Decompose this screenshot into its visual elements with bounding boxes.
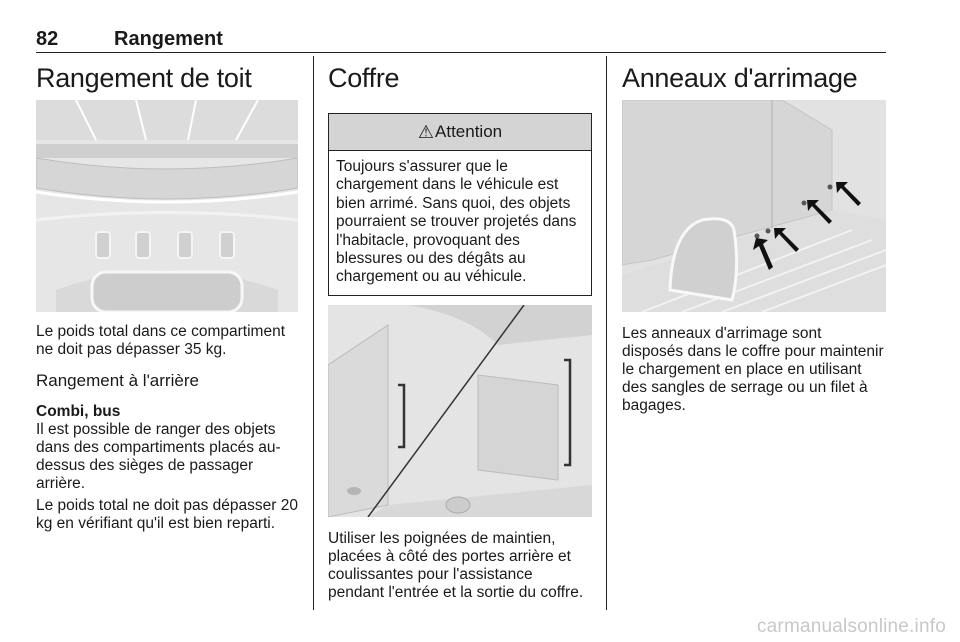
roof-weight-text: Le poids total dans ce compartiment ne doit pas dépasser 35 kg. [36,323,285,358]
warning-text: Toujours s'assurer que le chargement dans le véhicule est bien arrimé. Sans quoi, des objets pourraient se trouver projetés dans l'habitacle, provoquant des blessures ou des dégâts au chargement ou au véhicule. [336,158,577,286]
column-cargo [328,56,592,602]
warning-box [328,113,592,296]
column-divider [313,56,314,610]
warning-title: Attention [435,122,503,141]
heading-lashing-eyes: Anneaux d'arrimage [622,63,858,93]
cargo-handles-illustration [328,305,592,517]
lashing-eyes-text: Les anneaux d'arrimage sont disposés dans le coffre pour maintenir le chargement en place en utilisant des sangles de serrage ou un filet à bagages. [622,325,884,414]
page-number: 82 [36,28,59,50]
column-roof-storage [36,56,298,533]
heading-cargo: Coffre [328,63,400,93]
watermark: carmanualsonline.info [756,616,946,637]
label-combi-bus: Combi, bus [36,403,121,420]
section-title: Rangement [114,28,223,50]
warning-icon: ⚠ [417,121,435,142]
column-lashing-eyes [622,56,886,415]
roof-storage-illustration [36,100,298,312]
handles-text: Utiliser les poignées de maintien, placées à côté des portes arrière et coulissantes pour l'assistance pendant l'entrée et la sortie du coffre. [328,529,584,601]
rear-storage-text: Il est possible de ranger des objets dans des compartiments placés au-dessus des sièges de passager arrière. [36,421,281,492]
heading-roof-storage: Rangement de toit [36,63,252,93]
column-divider [606,56,607,610]
lashing-eyes-illustration [622,100,886,312]
warning-header [329,114,591,151]
heading-rear-storage: Rangement à l'arrière [36,371,199,390]
page-header [36,26,886,53]
rear-weight-text: Le poids total ne doit pas dépasser 20 kg en vérifiant qu'il est bien reparti. [36,497,298,532]
